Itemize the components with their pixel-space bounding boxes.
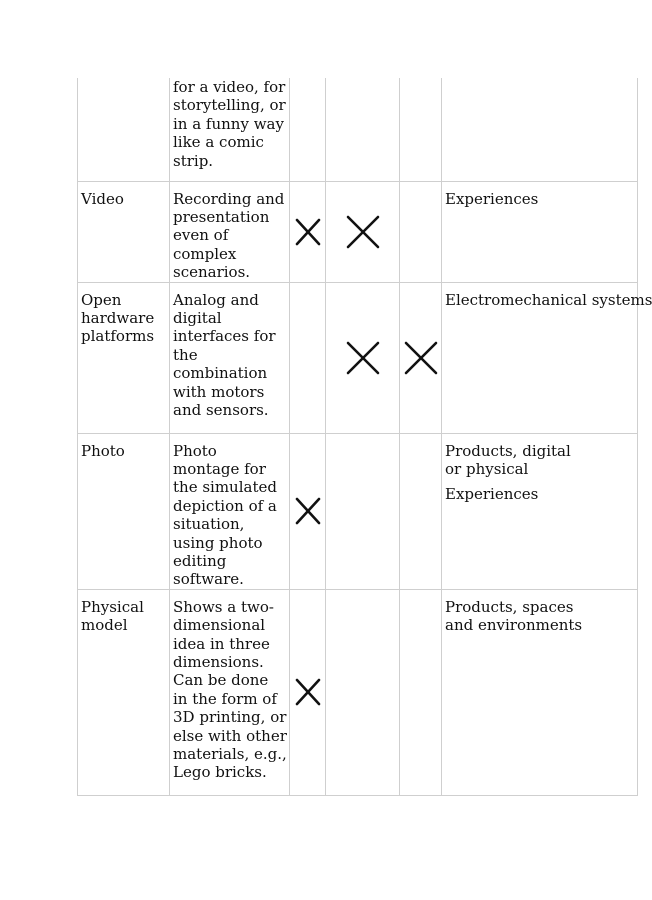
use-cell [442,78,638,181]
mark-cell-3 [400,433,442,589]
use-text: Products, digital [445,441,571,460]
x-mark-icon [345,340,381,376]
mark-cell-3 [400,181,442,282]
table-row-photo [78,433,638,589]
method-name-cell [78,78,170,181]
method-name-cell: Photo [78,433,170,589]
use-text: Electromechanical systems [445,290,652,309]
mark-cell-3 [400,589,442,795]
mark-cell-1 [290,433,326,589]
method-name-cell: Open hardware platforms [78,282,170,433]
method-name-cell: Video [78,181,170,282]
table-row-open-hardware-platforms [78,282,638,433]
mark-cell-2 [326,282,400,433]
method-name-cell: Physical model [78,589,170,795]
x-mark-icon [294,217,322,247]
mark-cell-1 [290,282,326,433]
use-text: Products, spaces [445,597,574,616]
method-description-cell: for a video, for storytelling, or in a funny way like a comic strip. [170,78,290,181]
use-cell [442,282,652,433]
x-mark-icon [294,677,322,707]
method-description-cell: Analog and digital interfaces for the combination with motors and sensors. [170,282,290,433]
use-text: Experiences [445,485,539,504]
methods-table-container [77,78,652,784]
method-description-cell: Photo montage for the simulated depiction of a situation, using photo editing software. [170,433,290,589]
table-row-video [78,181,638,282]
mark-cell-2 [326,181,400,282]
mark-cell-3 [400,78,442,181]
mark-cell-1 [290,589,326,795]
method-description-cell: Recording and presentation even of complex scenarios. [170,181,290,282]
mark-cell-2 [326,589,400,795]
x-mark-icon [345,214,381,250]
use-text: and environments [445,616,583,635]
method-description-cell: Shows a two-dimensional idea in three dimensions. Can be done in the form of 3D printing, or else with other materials, e.g., Lego bricks. [170,589,290,795]
table-row-physical-model [78,589,638,795]
mark-cell-2 [326,433,400,589]
x-mark-icon [294,496,322,526]
use-text: or physical [445,459,529,478]
use-cell [442,433,638,589]
x-mark-icon [403,340,439,376]
use-cell [442,589,638,795]
mark-cell-3 [400,282,442,433]
use-cell [442,181,638,282]
mark-cell-2 [326,78,400,181]
mark-cell-1 [290,181,326,282]
methods-table [77,78,652,796]
mark-cell-1 [290,78,326,181]
table-row-continued [78,78,638,181]
use-text: Experiences [445,189,539,208]
